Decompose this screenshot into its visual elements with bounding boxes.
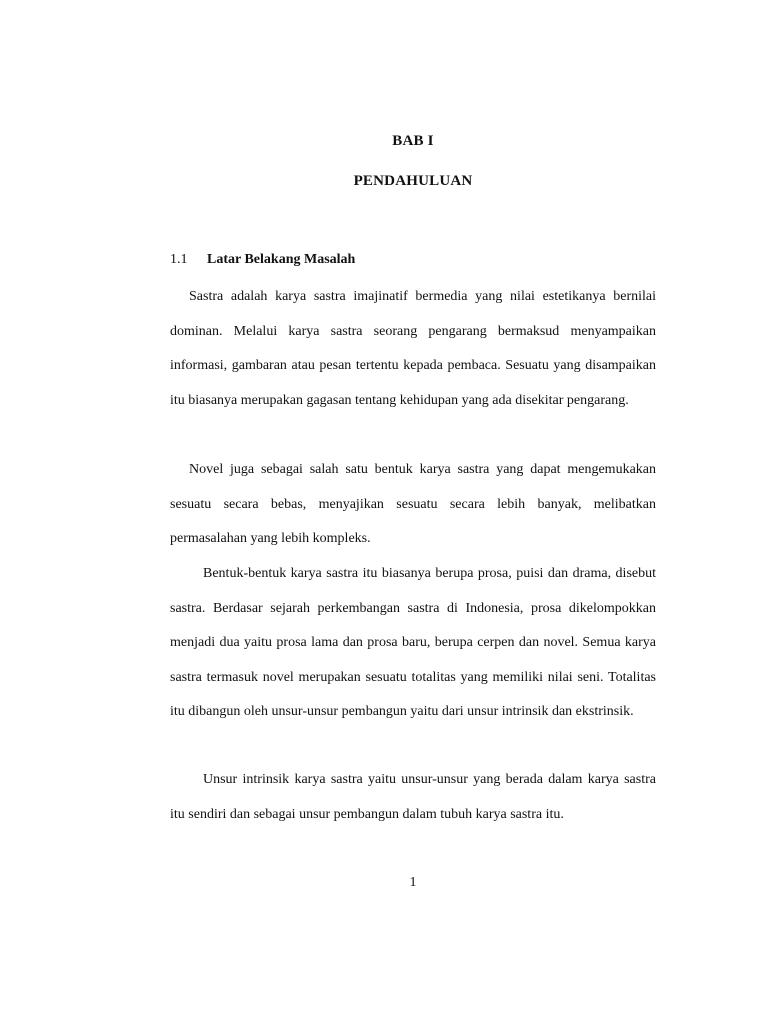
chapter-number: BAB I (392, 133, 434, 149)
paragraph: Unsur intrinsik karya sastra yaitu unsur-unsur yang berada dalam karya sastra itu sendiri dan sebagai unsur pembangun dalam tubuh karya sastra itu. (170, 772, 656, 822)
paragraph: Sastra adalah karya sastra imajinatif bermedia yang nilai estetikanya bernilai dominan. Melalui karya sastra seorang pengarang bermaksud menyampaikan informasi, gambaran atau pesan tertentu kepada pembaca. Sesuatu yang disampaikan itu biasanya merupakan gagasan tentang kehidupan yang ada disekitar pengarang. (170, 289, 656, 408)
paragraph: Bentuk-bentuk karya sastra itu biasanya berupa prosa, puisi dan drama, disebut sastra. Berdasar sejarah perkembangan sastra di Indonesia, prosa dikelompokkan menjadi dua yaitu prosa lama dan prosa baru, berupa cerpen dan novel. Semua karya sastra termasuk novel merupakan sesuatu totalitas yang memiliki nilai seni. Totalitas itu dibangun oleh unsur-unsur pembangun yaitu dari unsur intrinsik dan ekstrinsik. (170, 566, 656, 719)
section-number: 1.1 (170, 252, 188, 267)
paragraph: Novel juga sebagai salah satu bentuk karya sastra yang dapat mengemukakan sesuatu secara bebas, menyajikan sesuatu secara lebih banyak, melibatkan permasalahan yang lebih kompleks. (170, 462, 656, 546)
page-number: 1 (409, 875, 417, 890)
section-heading (170, 252, 355, 268)
section-title: Latar Belakang Masalah (207, 252, 356, 267)
chapter-title: PENDAHULUAN (353, 173, 473, 189)
